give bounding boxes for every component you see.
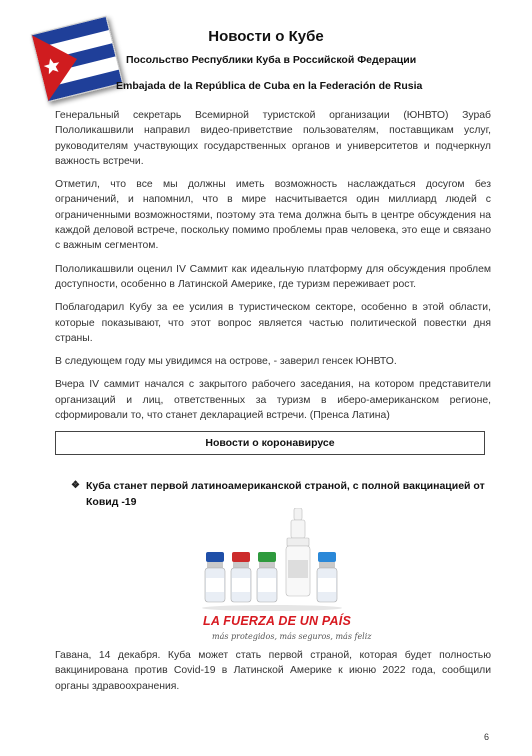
campaign-slogan: más protegidos, más seguros, más feliz <box>212 632 372 641</box>
news-headline <box>71 478 491 510</box>
article-paragraph: Поблагодарил Кубу за ее усилия в туристическом секторе, особенно в этой области, которые показывают, что этот вопрос является частью политической повестки дня страны. <box>55 302 491 344</box>
embassy-name-ru: Посольство Республики Куба в Российской Федерации <box>126 54 417 66</box>
news-paragraph: Гавана, 14 декабря. Куба может стать первой страной, которая будет полностью вакцинирована против Covid-19 в Латинской Америке к июню 2022 года, сообщили органы здравоохранения. <box>55 650 491 692</box>
page-title: Новости о Кубе <box>208 28 324 45</box>
article-paragraph: Генеральный секретарь Всемирной туристской организации (ЮНВТО) Зураб Пололикашвили направил видео-приветствие пользователям, поставщикам услуг, руководителям участвующих государственных органов и университетов и подчеркнул важность встречи. <box>55 110 491 167</box>
diamond-bullet-icon: ❖ <box>71 480 80 491</box>
article-paragraph: Пололикашвили оценил IV Саммит как идеальную платформу для обсуждения проблем доступности, особенно в Латинской Америке, где туризм переживает рост. <box>55 263 491 290</box>
headline-text: Куба станет первой латиноамериканской страной, с полной вакцинацией от Ковид -19 <box>86 480 485 508</box>
article-body <box>55 108 491 431</box>
embassy-name-es: Embajada de la República de Cuba en la Federación de Rusia <box>116 80 423 92</box>
campaign-brand: LA FUERZA DE UN PAÍS <box>203 614 351 628</box>
page-number: 6 <box>484 732 490 742</box>
article-paragraph: Вчера IV саммит начался с закрытого рабочего заседания, на котором представители организаций и лиц, ответственных за туризм в иберо-американском регионе, сформировали то, что станет декларацией встречи. (Пренса Латина) <box>55 379 491 422</box>
article-paragraph: В следующем году мы увидимся на острове, - заверил генсек ЮНВТО. <box>55 356 397 368</box>
section-heading: Новости о коронавирусе <box>55 431 485 455</box>
article-paragraph: Отметил, что все мы должны иметь возможность наслаждаться досугом без ограничений, и напомнил, что в мире насчитывается один миллиард людей с ограниченными возможностями, поэтому эта тема должна быть в центре обсуждения на каждой деловой встрече, поскольку помимо проблемы прав человека, это еще и связано с важным сегментом. <box>55 179 491 252</box>
